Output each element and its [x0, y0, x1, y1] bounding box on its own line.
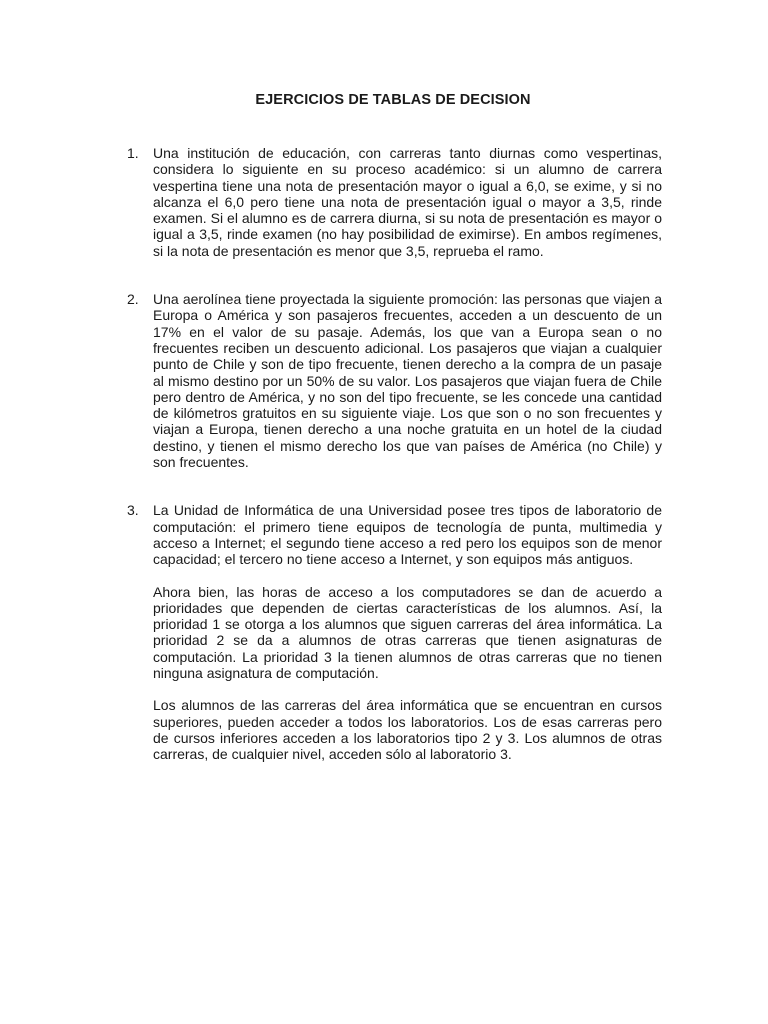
exercise-item: [127, 502, 662, 762]
exercise-paragraph: Una institución de educación, con carreras tanto diurnas como vespertinas, considera lo siguiente en su proceso académico: si un alumno de carrera vespertina tiene una nota de presentación mayor o igual a 6,0, se exime, y si no alcanza el 6,0 pero tiene una nota de presentación igual o mayor a 3,5, rinde examen. Si el alumno es de carrera diurna, si su nota de presentación es mayor o igual a 3,5, rinde examen (no hay posibilidad de eximirse). En ambos regímenes, si la nota de presentación es menor que 3,5, reprueba el ramo.: [153, 145, 662, 259]
exercise-paragraph: La Unidad de Informática de una Universidad posee tres tipos de laboratorio de computación: el primero tiene equipos de tecnología de punta, multimedia y acceso a Internet; el segundo tiene acceso a red pero los equipos son de menor capacidad; el tercero no tiene acceso a Internet, y son equipos más antiguos.: [153, 502, 662, 568]
exercise-item: [127, 145, 662, 259]
exercise-number: 1.: [127, 145, 139, 161]
exercise-paragraph: Ahora bien, las horas de acceso a los computadores se dan de acuerdo a prioridades que dependen de ciertas características de los alumnos. Así, la prioridad 1 se otorga a los alumnos que siguen carreras del área informática. La prioridad 2 se da a alumnos de otras carreras que tienen asignaturas de computación. La prioridad 3 la tienen alumnos de otras carreras que no tienen ninguna asignatura de computación.: [153, 583, 662, 682]
exercise-paragraph: Los alumnos de las carreras del área informática que se encuentran en cursos superiores, pueden acceder a todos los laboratorios. Los de esas carreras pero de cursos inferiores acceden a los laboratorios tipo 2 y 3. Los alumnos de otras carreras, de cualquier nivel, acceden sólo al laboratorio 3.: [153, 697, 662, 763]
exercise-number: 2.: [127, 291, 139, 308]
exercise-number: 3.: [127, 502, 139, 519]
exercise-list: [127, 145, 662, 763]
document-title: EJERCICIOS DE TABLAS DE DECISION: [255, 92, 531, 108]
exercise-paragraph: Una aerolínea tiene proyectada la siguiente promoción: las personas que viajen a Europa o América y son pasajeros frecuentes, acceden a un descuento de un 17% en el valor de su pasaje. Además, los que van a Europa sean o no frecuentes reciben un descuento adicional. Los pasajeros que viajan a cualquier punto de Chile y son de tipo frecuente, tienen derecho a la compra de un pasaje al mismo destino por un 50% de su valor. Los pasajeros que viajan fuera de Chile pero dentro de América, y no son del tipo frecuente, se les concede una cantidad de kilómetros gratuitos en su siguiente viaje. Los que son o no son frecuentes y viajan a Europa, tienen derecho a una noche gratuita en un hotel de la ciudad destino, y tienen el mismo derecho los que van países de América (no Chile) y son frecuentes.: [153, 291, 662, 471]
exercise-item: [127, 291, 662, 470]
